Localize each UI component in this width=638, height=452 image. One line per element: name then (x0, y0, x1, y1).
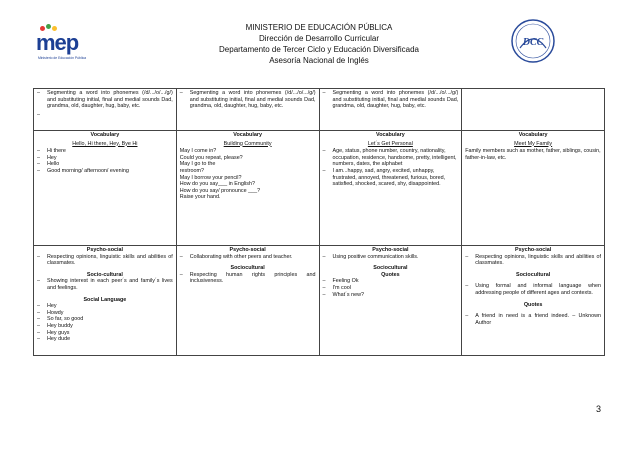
vocab-line: May I go to the (179, 161, 216, 168)
vocab-title-2: Building Community (223, 140, 272, 147)
social-language-item: Hey dude (47, 336, 71, 343)
vocab-title-4: Meet My Family (514, 140, 553, 147)
header-line-1: MINISTERIO DE EDUCACIÓN PÚBLICA (245, 23, 393, 32)
quote-text: A friend in need is a friend indeed. – Unknown Author (475, 313, 601, 326)
vocab-cell-1: Vocabulary Hello, Hi there, Hey, Bye Hi – Hi there – Hey – Hello – Good morning/ afternoon/ evening (34, 131, 177, 246)
social-language-heading: Social Language (83, 296, 127, 303)
svg-text:DCC: DCC (522, 37, 544, 48)
psycho-social-heading: Psycho-social (514, 247, 552, 253)
vocab-title-3: Let´s Get Personal (367, 140, 413, 147)
phonemes-cell-1: – Segmenting a word into phonemes (/d/.../o/.../g/) and substituting initial, final and medial sounds Dad, grandma, old, daughter, hug, baby, etc. – (34, 89, 177, 131)
header-line-4: Asesoría Nacional de Inglés (269, 56, 369, 65)
attitudes-cell-1: Psycho-social – Respecting opinions, linguistic skills and abilities of classmates. Socio-cultural – Showing interest in each peer´s and family´s lives and feelings. Social Language – Hey – Howdy – So far, so good – Hey buddy – Hey guys – Hey dude (34, 246, 177, 356)
vocab-cell-4 (462, 131, 605, 246)
vocab-item: Hello (47, 161, 60, 168)
vocab-line: Raise your hand. (179, 194, 221, 201)
psycho-social-heading: Psycho-social (229, 247, 266, 253)
phonemes-cell-3: – Segmenting a word into phonemes (/d/.../o/.../g/) and substituting initial, final and medial sounds Dad, grandma, old, daughter, hug, baby, etc. (319, 89, 462, 131)
vocab-item: Hi there (47, 148, 66, 155)
vocab-line: How do you say/ pronounce ___? (179, 187, 261, 194)
social-language-item: Howdy (47, 309, 64, 316)
attitudes-cell-3: Psycho-social – Using positive communication skills. Sociocultural Quotes – Feeling Ok – I'm cool – What´s new? (319, 246, 462, 356)
vocab-heading-2: Vocabulary (233, 132, 262, 138)
sociocultural-heading: Sociocultural (230, 265, 265, 272)
vocab-item: Hey (47, 154, 57, 161)
quote-item: Feeling Ok (332, 278, 359, 285)
mep-logo-subtitle: Ministerio de Educación Pública (37, 56, 87, 60)
vocab-line: May I come in? (179, 148, 217, 155)
vocab-title-1: Hello, Hi there, Hey, Bye Hi (72, 140, 138, 147)
social-language-item: Hey buddy (47, 322, 73, 329)
header-line-3: Departamento de Tercer Ciclo y Educación Diversificada (219, 45, 419, 54)
socio-cultural-heading: Socio-cultural (86, 271, 123, 278)
mep-logo-word: mep (36, 30, 79, 55)
vocab-line: Could you repeat, please? (179, 154, 243, 161)
quotes-heading: Quotes (381, 271, 400, 278)
page-number: 3 (596, 404, 602, 414)
vocab-cell-2 (176, 131, 319, 246)
social-language-item: Hey (47, 303, 57, 310)
vocab-line: How do you say___ in English? (179, 181, 255, 188)
vocab-line: May I borrow your pencil? (179, 174, 242, 181)
attitudes-cell-4: Psycho-social – Respecting opinions, linguistic skills and abilities of classmates. Sociocultural – Using formal and informal language when addressing people of different ages and contexts. Quotes – A friend in need is a friend indeed. – Unknown Author (462, 246, 605, 356)
sociocultural-heading: Sociocultural (373, 265, 408, 272)
psycho-social-heading: Psycho-social (372, 247, 409, 253)
vocab-item: I am...happy, sad, angry, excited, unhappy, frustrated, annoyed, threatened, furious, bored, satisfied, shocked, scared, shy, disappointed. (332, 167, 446, 188)
header-line-2: Dirección de Desarrollo Curricular (258, 34, 380, 43)
vocab-line: restroom? (179, 167, 205, 174)
quote-item: I'm cool (332, 284, 351, 291)
vocab-item: Age, status, phone number, country, nationality, occupation, residence, handsome, pretty, intelligent, numbers, dates, the alphabet (332, 148, 457, 168)
document-header (0, 22, 638, 66)
quotes-heading: Quotes (523, 301, 543, 308)
curriculum-table (33, 88, 605, 356)
phonemes-cell-2: – Segmenting a word into phonemes (/d/.../o/.../g/) and substituting initial, final and medial sounds Dad, grandma, old, daughter, hug, baby, etc. (176, 89, 319, 131)
social-language-item: So far, so good (47, 316, 84, 323)
vocabulary-row (34, 131, 605, 246)
attitudes-row (34, 246, 605, 356)
vocab-text: Family members such as mother, father, siblings, cousin, father-in-law, etc. (465, 148, 601, 161)
quote-item: What´s new? (332, 291, 364, 298)
social-language-item: Hey guys (47, 329, 70, 336)
vocab-heading-3: Vocabulary (376, 132, 405, 138)
phonemes-row (34, 89, 605, 131)
sociocultural-heading: Sociocultural (516, 271, 551, 278)
psycho-social-heading: Psycho-social (86, 247, 123, 253)
phonemes-cell-4 (462, 89, 605, 131)
attitudes-cell-2: Psycho-social – Collaborating with other peers and teacher. Sociocultural – Respecting human rights principles and inclusiveness. (176, 246, 319, 356)
vocab-cell-3: Vocabulary Let´s Get Personal – Age, status, phone number, country, nationality, occupation, residence, handsome, pretty, intelligent, numbers, dates, the alphabet – I am...happy, sad, angry, excited, unhappy, frustrated, annoyed, threatened, furious, bored, satisfied, shocked, scared, shy, disappointed. (319, 131, 462, 246)
vocab-heading-4: Vocabulary (518, 132, 548, 138)
vocab-heading-1: Vocabulary (90, 132, 120, 138)
vocab-item: Good morning/ afternoon/ evening (47, 167, 129, 174)
